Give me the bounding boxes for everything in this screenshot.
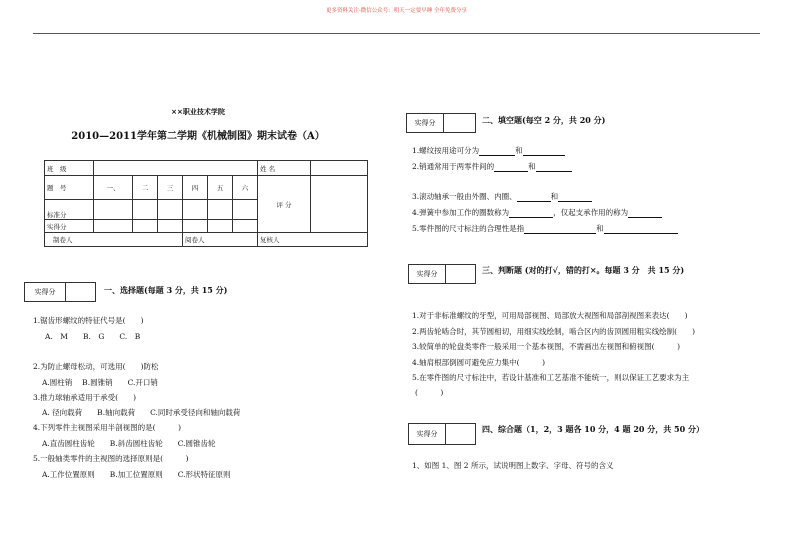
reviewer-label: 阅卷人 (183, 233, 258, 247)
question-no-label: 题 号 (45, 176, 94, 200)
mc-q4-options: A.直齿圆柱齿轮 B.斜齿圆柱齿轮 C.圆锥齿轮 (42, 439, 216, 448)
section4-score-box (408, 423, 476, 445)
judge-q5-bracket: ( ) (415, 388, 444, 397)
section2-box-label: 实得分 (407, 114, 444, 132)
checker-label: 复核人 (258, 233, 368, 247)
col-1: 一、 (94, 176, 133, 200)
section1-box-label: 实得分 (25, 283, 66, 301)
exam-title: 2010—2011学年第二学期《机械制图》期末试卷（A） (71, 131, 325, 142)
mc-q4: 4.下列零件主视图采用半剖视图的是( ) (33, 423, 182, 432)
fill-q2: 2.销通常用于两零件间的 和 (412, 161, 572, 172)
col-3: 三 (158, 176, 183, 200)
school-name: ××职业技术学院 (171, 108, 225, 116)
mc-q2-options: A.圆柱销 B.圆锥销 C.开口销 (42, 378, 158, 387)
mc-q1: 1.锯齿形螺纹的特征代号是( ) (33, 316, 144, 325)
section1-score-box (24, 282, 96, 302)
comp-q1: 1、如图 1、图 2 所示，试说明图上数字、字母、符号的含义 (412, 461, 614, 470)
maker-label: 制卷人 (45, 233, 183, 247)
name-label: 姓 名 (258, 161, 311, 176)
fill-q5: 5.零件图的尺寸标注的合理性是指 和 (412, 223, 678, 234)
section3-box-label: 实得分 (409, 265, 446, 283)
section1-title: 一、选择题(每题 3 分，共 15 分) (104, 285, 228, 295)
fill-q4: 4.弹簧中参加工作的圈数称为 ，仅起支承作用的称为 (412, 207, 662, 218)
section3-title: 三、判断题 (对的打√，错的打×。每题 3 分 共 15 分) (482, 265, 685, 275)
mc-q3: 3.推力球轴承适用于承受( ) (33, 393, 137, 402)
judge-q1: 1.对于非标准螺纹的牙型，可用局部视图、局部放大视图和局部剖视图来表达( ) (412, 311, 688, 320)
mc-q1-options: A. M B. G C. B (45, 332, 141, 341)
mc-q5-options: A.工作位置原则 B.加工位置原则 C.形状特征原则 (42, 470, 231, 479)
col-2: 二 (133, 176, 158, 200)
judge-q3: 3.较简单的轮盘类零件一般采用一个基本视图，不需画出左视图和俯视图( ) (412, 342, 681, 351)
section4-title: 四、综合题（1，2，3 题各 10 分，4 题 20 分，共 50 分） (482, 424, 704, 434)
grade-label: 评 分 (258, 176, 311, 233)
section3-score-box (408, 264, 476, 284)
section2-title: 二、填空题(每空 2 分，共 20 分) (482, 115, 606, 125)
col-5: 五 (208, 176, 233, 200)
mc-q3-options: A. 径向载荷 B.轴向载荷 C.同时承受径向和轴向载荷 (42, 408, 241, 417)
section2-score-box (406, 113, 476, 133)
fill-q3: 3.滚动轴承一般由外圈、内圈、 和 (412, 191, 592, 202)
col-4: 四 (183, 176, 208, 200)
mc-q5: 5.一般轴类零件的主视图的选择原则是( ) (33, 454, 189, 463)
judge-q4: 4.轴肩根部倒圆可避免应力集中( ) (412, 358, 546, 367)
top-banner: 更多资料关注-微信公众号：明天一定要早睡 全年免费分享 (325, 8, 468, 14)
judge-q2: 2.两齿轮啮合时，其节圆相切，用细实线绘制，啮合区内的齿顶圆用粗实线绘制( ) (412, 327, 696, 336)
col-6: 六 (232, 176, 257, 200)
judge-q5: 5.在零件图的尺寸标注中，若设计基准和工艺基准不能统一，则以保证工艺要求为主 (412, 373, 690, 382)
score-table (44, 160, 368, 247)
mc-q2: 2.为防止螺母松动，可选用( )防松 (33, 362, 159, 371)
section4-box-label: 实得分 (409, 424, 446, 444)
fill-q1: 1.螺纹按用途可分为 和 (412, 145, 565, 156)
actual-label: 实得分 (45, 220, 94, 233)
header-divider (33, 33, 760, 34)
standard-label: 标准分 (45, 200, 94, 220)
class-label: 班 级 (45, 161, 94, 176)
